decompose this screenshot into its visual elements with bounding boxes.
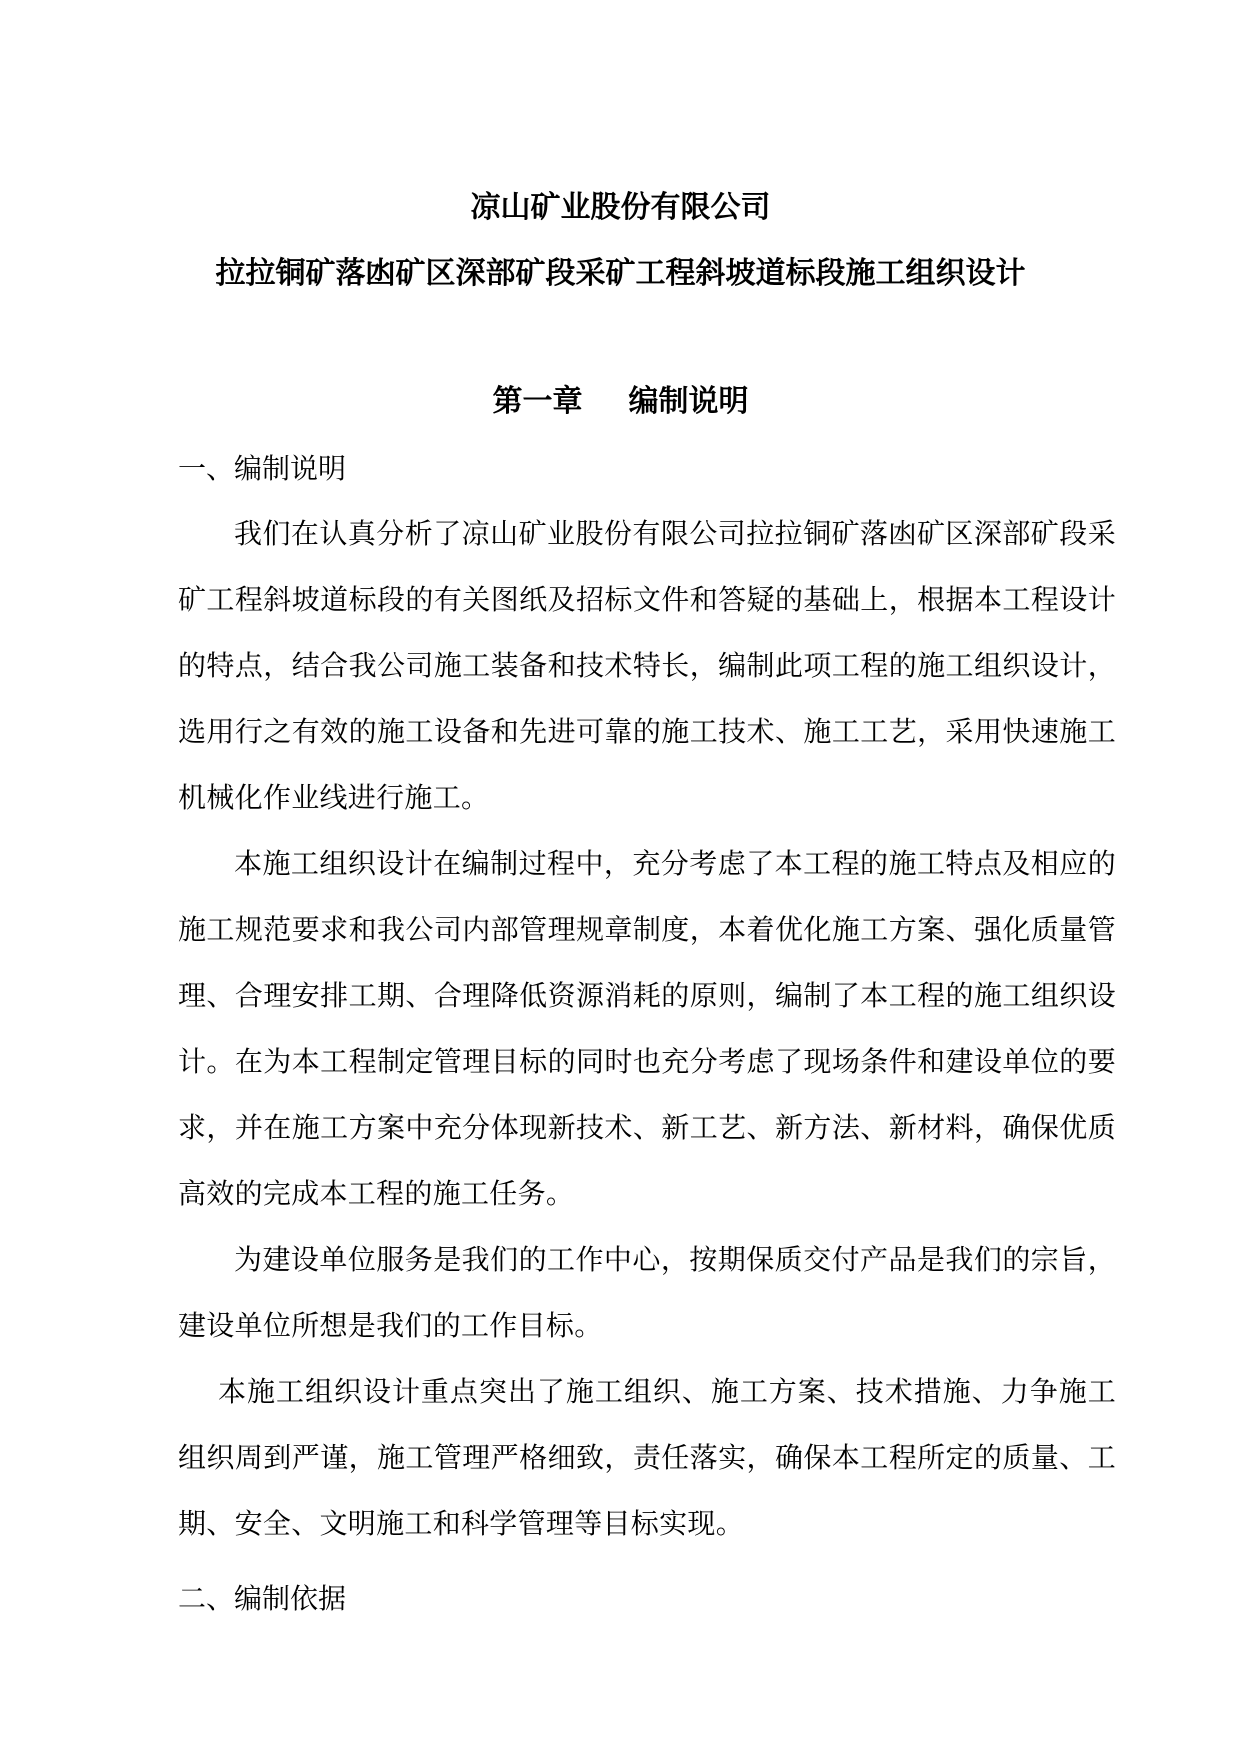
section-heading-2: 二、编制依据 (178, 1582, 347, 1615)
paragraph: 本施工组织设计在编制过程中，充分考虑了本工程的施工特点及相应的施工规范要求和我公司内部管理规章制度，本着优化施工方案、强化质量管理、合理安排工期、合理降低资源消耗的原则，编制了本工程的施工组织设计。在为本工程制定管理目标的同时也充分考虑了现场条件和建设单位的要求，并在施工方案中充分体现新技术、新工艺、新方法、新材料，确保优质高效的完成本工程的施工任务。 (178, 847, 1116, 1210)
section-heading-1: 一、编制说明 (178, 452, 347, 485)
paragraph: 我们在认真分析了凉山矿业股份有限公司拉拉铜矿落凼矿区深部矿段采矿工程斜坡道标段的有关图纸及招标文件和答疑的基础上，根据本工程设计的特点，结合我公司施工装备和技术特长，编制此项工程的施工组织设计，选用行之有效的施工设备和先进可靠的施工技术、施工工艺，采用快速施工机械化作业线进行施工。 (178, 517, 1116, 814)
paragraph: 本施工组织设计重点突出了施工组织、施工方案、技术措施、力争施工组织周到严谨，施工管理严格细致，责任落实，确保本工程所定的质量、工期、安全、文明施工和科学管理等目标实现。 (178, 1375, 1116, 1540)
paragraph: 为建设单位服务是我们的工作中心，按期保质交付产品是我们的宗旨，建设单位所想是我们的工作目标。 (178, 1243, 1116, 1342)
chapter-number: 第一章 (492, 384, 583, 419)
document-title-company: 凉山矿业股份有限公司 (470, 190, 771, 225)
chapter-heading (0, 382, 1241, 422)
chapter-title: 编制说明 (628, 384, 749, 419)
document-title-project: 拉拉铜矿落凼矿区深部矿段采矿工程斜坡道标段施工组织设计 (215, 256, 1026, 291)
